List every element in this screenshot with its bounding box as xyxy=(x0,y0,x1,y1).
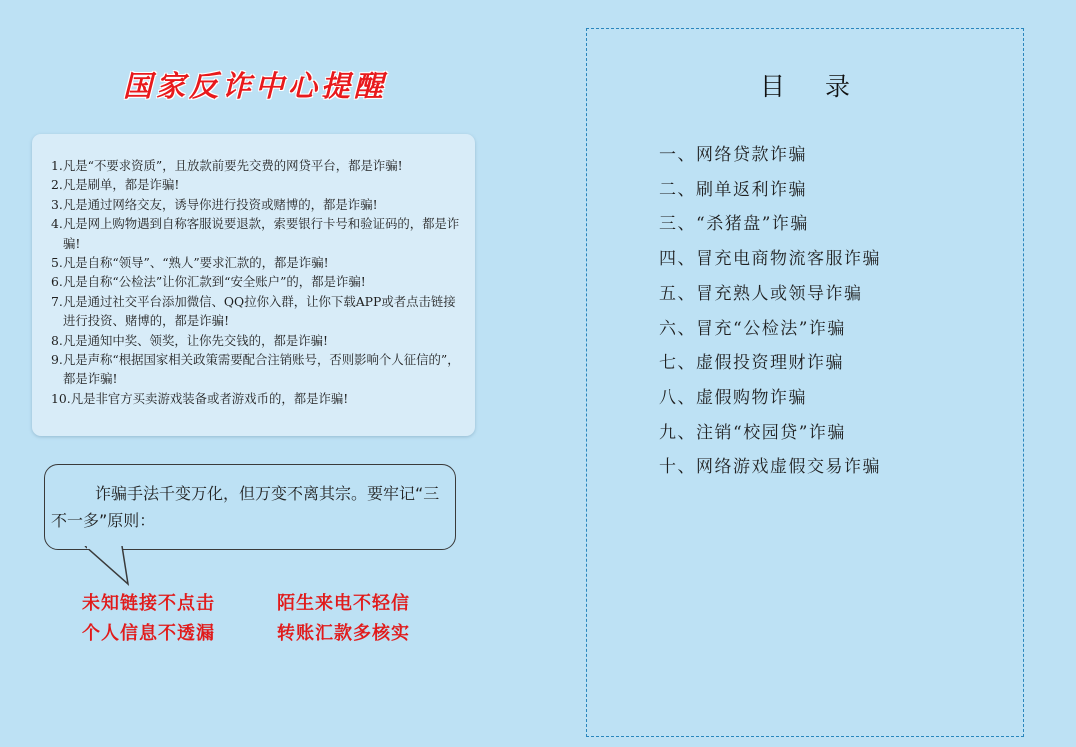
toc-item[interactable]: 一、网络贷款诈骗 xyxy=(659,145,807,165)
toc-frame xyxy=(586,28,1024,737)
toc-item[interactable]: 六、冒充“公检法”诈骗 xyxy=(659,318,846,339)
rule-item: 3.凡是通过网络交友，诱导你进行投资或赌博的，都是诈骗! xyxy=(51,196,378,212)
toc-item[interactable]: 四、冒充电商物流客服诈骗 xyxy=(659,249,881,270)
slogan: 陌生来电不轻信 xyxy=(277,593,410,614)
slogans xyxy=(82,592,442,646)
toc-title: 目录 xyxy=(759,72,890,101)
slogan: 转账汇款多核实 xyxy=(277,623,410,644)
toc-item[interactable]: 二、刷单返利诈骗 xyxy=(659,179,807,200)
rule-item: 4.凡是网上购物遇到自称客服说要退款，索要银行卡号和验证码的，都是诈骗! xyxy=(51,216,460,251)
speech-bubble-tail xyxy=(84,546,144,586)
toc-item[interactable]: 九、注销“校园贷”诈骗 xyxy=(659,422,846,443)
rule-item: 1.凡是“不要求资质”，且放款前要先交费的网贷平台，都是诈骗! xyxy=(51,158,403,173)
page-title: 国家反诈中心提醒 xyxy=(122,69,387,103)
rule-item: 6.凡是自称“公检法”让你汇款到“安全账户”的，都是诈骗! xyxy=(51,274,366,290)
rule-item: 10.凡是非官方买卖游戏装备或者游戏币的，都是诈骗! xyxy=(51,390,349,406)
rule-item: 7.凡是通过社交平台添加微信、QQ拉你入群，让你下载APP或者点击链接进行投资、赌博的，都是诈骗! xyxy=(51,293,456,329)
rule-item: 2.凡是刷单，都是诈骗! xyxy=(51,177,180,193)
bubble-text: 诈骗手法千变万化，但万变不离其宗。要牢记“三不一多”原则： xyxy=(51,484,440,530)
rules-box xyxy=(32,134,475,436)
toc-list xyxy=(659,138,881,485)
rule-item: 5.凡是自称“领导”、“熟人”要求汇款的，都是诈骗! xyxy=(51,255,329,271)
speech-bubble xyxy=(44,464,456,550)
toc-item[interactable]: 七、虚假投资理财诈骗 xyxy=(659,353,844,374)
rule-item: 8.凡是通知中奖、领奖，让你先交钱的，都是诈骗! xyxy=(51,332,329,348)
rules-list xyxy=(51,156,461,408)
rule-item: 9.凡是声称“根据国家相关政策需要配合注销账号，否则影响个人征信的”，都是诈骗! xyxy=(51,352,460,387)
toc-item[interactable]: 三、“杀猪盘”诈骗 xyxy=(659,214,809,235)
slogan: 未知链接不点击 xyxy=(82,593,215,614)
toc-item[interactable]: 十、网络游戏虚假交易诈骗 xyxy=(659,457,881,478)
toc-item[interactable]: 八、虚假购物诈骗 xyxy=(659,387,807,408)
toc-item[interactable]: 五、冒充熟人或领导诈骗 xyxy=(659,283,863,304)
slogan: 个人信息不透漏 xyxy=(82,623,215,644)
